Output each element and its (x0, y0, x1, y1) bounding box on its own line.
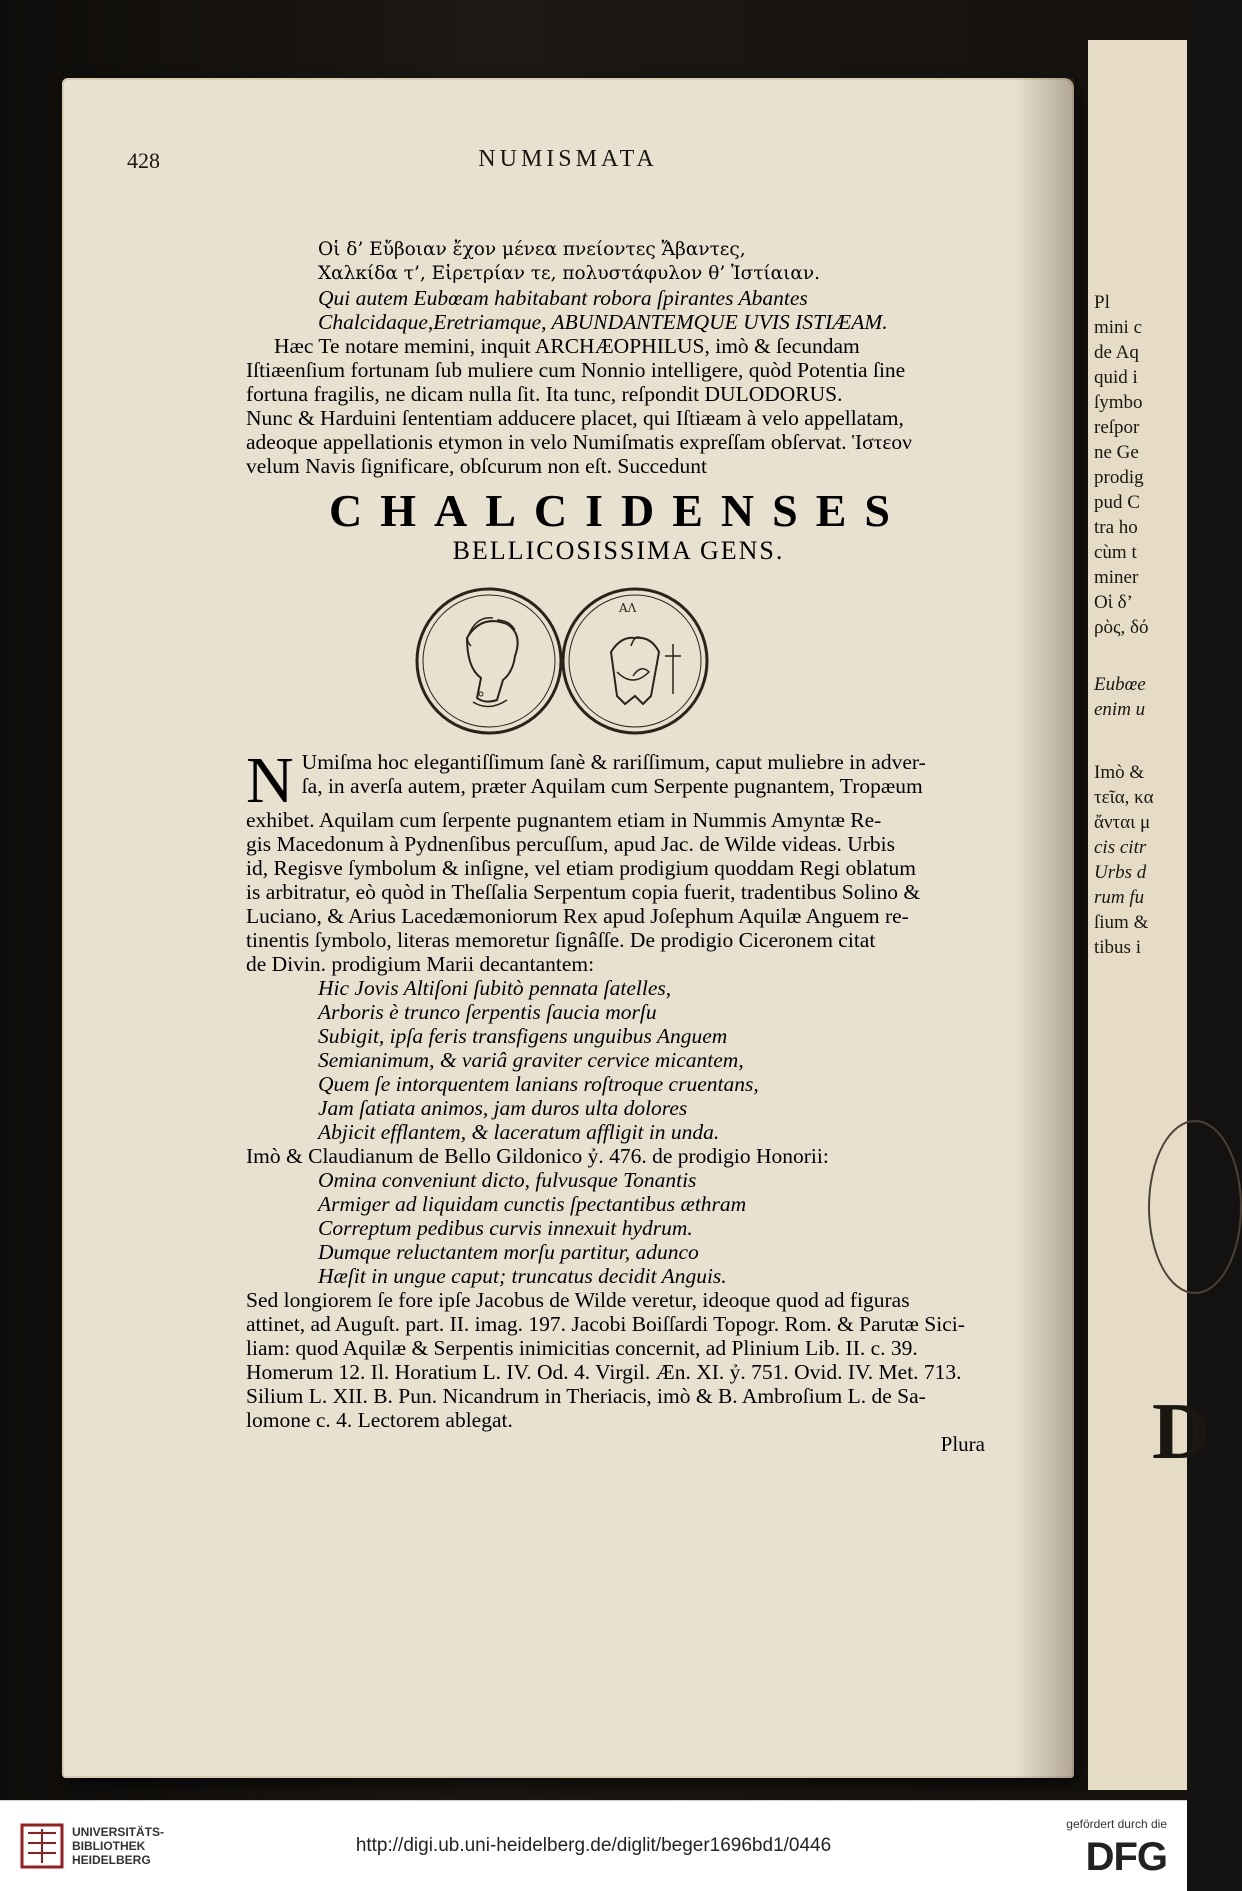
institution-line: UNIVERSITÄTS- (72, 1825, 165, 1839)
page-text (246, 178, 991, 1456)
paragraph-line: is arbitratur, eò quòd in Theſſalia Serpentum copia fuerit, tradentibus Solino & (246, 880, 921, 904)
paragraph-line: adeoque appellationis etymon in velo Numiſmatis expreſſam obſervat. Ἱστεον (246, 430, 912, 454)
facing-line: cùm t (1094, 542, 1137, 563)
paragraph-line: Sed longiorem ſe fore ipſe Jacobus de Wilde veretur, ideoque quod ad figuras (246, 1288, 910, 1312)
quoted-verse-line: Armiger ad liquidam cunctis ſpectantibus æthram (318, 1192, 747, 1216)
quoted-verse-line: Hic Jovis Altiſoni ſubitò pennata ſatelles, (318, 976, 672, 1000)
facing-line: cis citr (1094, 837, 1147, 858)
paragraph-line: Nunc & Harduini ſententiam adducere placet, qui Iſtiæam à velo appellatam, (246, 406, 904, 430)
quoted-verse-line: Quem ſe intorquentem lanians roſtroque cruentans, (318, 1072, 759, 1096)
drop-cap: N (246, 744, 294, 817)
coin-illustration (246, 576, 991, 746)
quoted-verse-line: Hæſit in ungue caput; truncatus decidit Anguis. (318, 1264, 727, 1288)
latin-verse-line: Chalcidaque,Eretriamque, ABUNDANTEMQUE UVIS ISTIÆAM. (318, 310, 888, 334)
paragraph-line: ſa, in averſa autem, præter Aquilam cum Serpente pugnantem, Tropæum (301, 774, 923, 798)
facing-line: tra ho (1094, 517, 1138, 538)
viewer-footer (0, 1800, 1187, 1891)
quoted-verse-line: Correptum pedibus curvis innexuit hydrum. (318, 1216, 693, 1240)
facing-line: prodig (1094, 467, 1144, 488)
facing-line: ſium & (1094, 912, 1149, 933)
facing-line: pud C (1094, 492, 1140, 513)
paragraph-line: de Divin. prodigium Marii decantantem: (246, 952, 595, 976)
quoted-verse-line: Dumque reluctantem morſu partitur, adunco (318, 1240, 699, 1264)
coin-engraving (411, 576, 711, 746)
facing-line: miner (1094, 567, 1139, 588)
quoted-verse-line: Subigit, ipſa feris transfigens unguibus Anguem (318, 1024, 728, 1048)
facing-line: rum fu (1094, 887, 1145, 908)
quoted-verse-line: Semianimum, & variâ graviter cervice micantem, (318, 1048, 744, 1072)
paragraph-line: Homerum 12. Il. Horatium L. IV. Od. 4. Virgil. Æn. XI. ỷ. 751. Ovid. IV. Met. 713. (246, 1360, 962, 1384)
quoted-verse-line: Abjicit efflantem, & laceratum affligit in unda. (318, 1120, 720, 1144)
quoted-verse-line: Jam ſatiata animos, jam duros ulta dolores (318, 1096, 688, 1120)
facing-line: enim u (1094, 699, 1146, 720)
facing-line: Urbs d (1094, 862, 1147, 883)
catchword: Plura (940, 1432, 985, 1456)
coin-legend: ΑΛ (619, 601, 637, 615)
latin-verse-line: Qui autem Eubœam habitabant robora ſpirantes Abantes (318, 286, 808, 310)
quoted-verse-line: Omina conveniunt dicto, fulvusque Tonantis (318, 1168, 697, 1192)
facing-line: ne Ge (1094, 442, 1139, 463)
dfg-logo: DFG (1085, 1835, 1167, 1879)
funding-note: gefördert durch die (1066, 1817, 1167, 1831)
paragraph-line: Umiſma hoc elegantiſſimum ſanè & rariſſimum, caput muliebre in adver- (301, 750, 926, 774)
section-subtitle: BELLICOSISSIMA GENS. (452, 536, 785, 565)
permalink[interactable]: http://digi.ub.uni-heidelberg.de/diglit/beger1696bd1/0446 (355, 1835, 832, 1856)
facing-page-fragment (1088, 40, 1210, 1790)
running-head: NUMISMATA (478, 146, 658, 172)
facing-line: ἄνται μ (1094, 812, 1151, 833)
paragraph-line: fortuna fragilis, ne dicam nulla ſit. Ita tunc, reſpondit DULODORUS. (246, 382, 843, 406)
paragraph-line: id, Regisve ſymbolum & inſigne, vel etiam prodigium quoddam Regi oblatum (246, 856, 917, 880)
facing-line: ſymbo (1094, 392, 1143, 413)
facing-line: Eubœe (1094, 674, 1146, 695)
paragraph-line: liam: quod Aquilæ & Serpentis inimicitias concernit, ad Plinium Lib. II. c. 39. (246, 1336, 918, 1360)
facing-line: quid i (1094, 367, 1138, 388)
quoted-verse-line: Arboris è trunco ſerpentis ſaucia morſu (318, 1000, 657, 1024)
coin-obverse (417, 589, 561, 733)
facing-line: ρὸς, δό (1094, 617, 1149, 638)
greek-verse-line: Οἱ δ’ Εὔβοιαν ἔχον μένεα πνείοντες Ἄβαντες, (318, 239, 746, 260)
facing-initial: D (1152, 1388, 1210, 1476)
facing-coin-edge (1148, 1120, 1242, 1294)
paragraph-line: tinentis ſymbolo, literas memoretur ſignâſſe. De prodigio Ciceronem citat (246, 928, 876, 952)
institution-line: BIBLIOTHEK (72, 1839, 146, 1853)
section-title: CHALCIDENSES (329, 485, 908, 536)
paragraph-line: Imò & Claudianum de Bello Gildonico ỷ. 476. de prodigio Honorii: (246, 1144, 829, 1168)
facing-line: mini c (1094, 317, 1143, 338)
paragraph-line: Luciano, & Arius Lacedæmoniorum Rex apud Joſephum Aquilæ Anguem re- (246, 904, 909, 928)
facing-line: Imò & (1094, 762, 1145, 783)
paragraph-line: gis Macedonum à Pydnenſibus percuſſum, apud Jac. de Wilde videas. Urbis (246, 832, 895, 856)
greek-verse-line: Χαλκίδα τ’, Εἰρετρίαν τε, πολυστάφυλον θ’ Ἱστίαιαν. (318, 263, 821, 284)
facing-line: τεῖα, κα (1094, 787, 1154, 808)
paragraph-line: lomone c. 4. Lectorem ablegat. (246, 1408, 513, 1432)
facing-line: tibus i (1094, 937, 1141, 958)
institution-line: HEIDELBERG (72, 1853, 151, 1867)
facing-line: reſpor (1094, 417, 1140, 438)
paragraph-line: Silium L. XII. B. Pun. Nicandrum in Theriacis, imò & B. Ambroſium L. de Sa- (246, 1384, 926, 1408)
paragraph-line: velum Navis ſignificare, obſcurum non eſt. Succedunt (246, 454, 707, 478)
paragraph-line: Hæc Te notare memini, inquit ARCHÆOPHILUS, imò & ſecundam (274, 334, 860, 358)
paragraph-line: attinet, ad Auguſt. part. II. imag. 197. Jacobi Boiſſardi Topogr. Rom. & Parutæ Sici- (246, 1312, 965, 1336)
page-number: 428 (127, 148, 160, 173)
paragraph-line: Iſtiæenſium fortunam ſub muliere cum Nonnio intelligere, quòd Potentia ſine (246, 358, 906, 382)
facing-line: Pl (1094, 292, 1110, 313)
facing-line: de Aq (1094, 342, 1139, 363)
paragraph-line: exhibet. Aquilam cum ſerpente pugnantem etiam in Nummis Amyntæ Re- (246, 808, 882, 832)
facing-line: Οἱ δ’ (1094, 592, 1133, 613)
